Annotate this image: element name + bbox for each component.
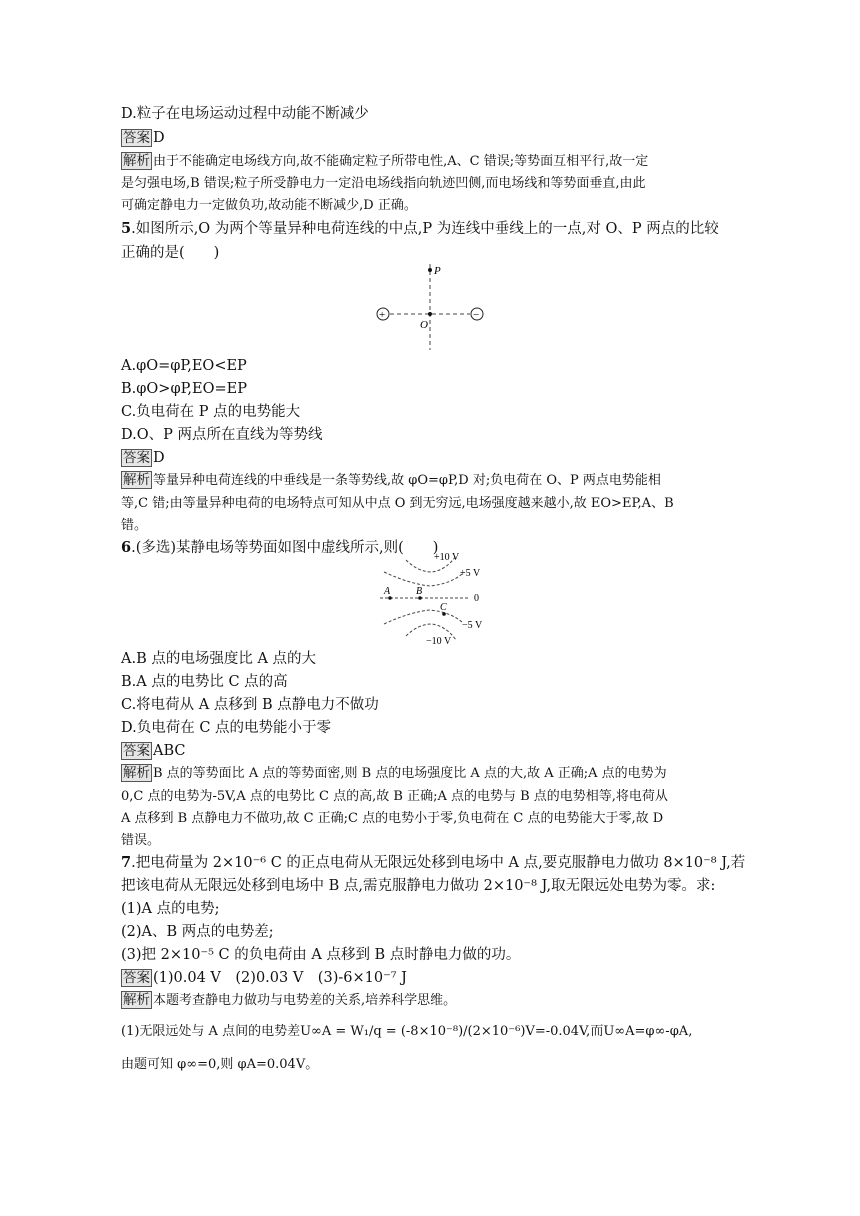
q4-answer-line	[121, 128, 165, 148]
equipotential-minus-5	[384, 610, 462, 624]
q5-analysis-text-1: 等量异种电荷连线的中垂线是一条等势线,故 φO=φP,D 对;负电荷在 O、P 两点电势能相	[153, 473, 661, 488]
q4-option-d: D.粒子在电场运动过程中动能不断减少	[121, 106, 369, 122]
q6-option-d: D.负电荷在 C 点的电势能小于零	[121, 720, 332, 736]
answer-tag: 答案	[123, 743, 150, 759]
analysis-tag: 解析	[123, 153, 150, 169]
q4-analysis-line-2: 是匀强电场,B 错误;粒子所受静电力一定沿电场线指向轨迹凹侧,而电场线和等势面垂直,由此	[121, 176, 646, 191]
analysis-tag: 解析	[123, 765, 150, 781]
analysis-tag: 解析	[123, 472, 150, 488]
q6-answer-line	[121, 741, 186, 761]
q7-formula-line-2: 由题可知 φ∞=0,则 φA=0.04V。	[121, 1057, 319, 1072]
q7-analysis-text: 本题考查静电力做功与电势差的关系,培养科学思维。	[153, 993, 457, 1008]
q6-analysis-line-3: A 点移到 B 点静电力不做功,故 C 正确;C 点的电势小于零,负电荷在 C 点的电势能大于零,故 D	[121, 811, 664, 826]
analysis-tag: 解析	[123, 992, 150, 1008]
answer-tag: 答案	[123, 970, 150, 986]
positive-charge-sign: +	[379, 309, 386, 321]
label-minus-5v: −5 V	[462, 620, 483, 631]
label-minus-10v: −10 V	[426, 636, 452, 646]
q6-analysis-text-1: B 点的等势面比 A 点的等势面密,则 B 点的电场强度比 A 点的大,故 A 正确;A 点的电势为	[153, 766, 667, 781]
q6-analysis-line-4: 错误。	[121, 833, 161, 848]
negative-charge-sign: −	[473, 309, 480, 321]
q5-charge-figure	[372, 262, 492, 352]
label-c: C	[440, 602, 447, 613]
q5-stem-line-1	[121, 219, 719, 239]
q4-answer: D	[153, 130, 165, 146]
q6-stem-text: .(多选)某静电场等势面如图中虚线所示,则( )	[131, 540, 439, 556]
label-zero: 0	[474, 593, 479, 604]
q6-option-a: A.B 点的电场强度比 A 点的大	[121, 651, 317, 667]
q7-number: 7	[121, 854, 132, 871]
label-plus-10v: +10 V	[434, 552, 460, 563]
q5-option-d: D.O、P 两点所在直线为等势线	[121, 427, 323, 443]
q5-analysis-line-2: 等,C 错;由等量异种电荷的电场特点可知从中点 O 到无穷远,电场强度越来越小,故 EO>EP,A、B	[121, 496, 674, 511]
q5-stem-text-1: .如图所示,O 为两个等量异种电荷连线的中点,P 为连线中垂线上的一点,对 O、P 两点的比较	[131, 221, 719, 237]
q7-stem-text-1: .把电荷量为 2×10⁻⁶ C 的正点电荷从无限远处移到电场中 A 点,要克服静电力做功 8×10⁻⁸ J,若	[131, 855, 746, 871]
q4-analysis-line-3: 可确定静电力一定做负功,故动能不断减少,D 正确。	[121, 198, 417, 213]
q7-analysis-line	[121, 991, 456, 1011]
q6-number: 6	[121, 539, 132, 556]
label-a: A	[384, 586, 391, 597]
q6-analysis-line-1	[121, 764, 667, 784]
q5-answer-line	[121, 448, 165, 468]
point-p	[428, 268, 432, 272]
q5-stem-line-2: 正确的是( )	[121, 245, 220, 261]
q5-number: 5	[121, 220, 132, 237]
q5-analysis-line-1	[121, 471, 661, 491]
q7-stem-line-1	[121, 853, 745, 873]
q7-stem-line-2: 把该电荷从无限远处移到电场中 B 点,需克服静电力做功 2×10⁻⁸ J,取无限远处电势为零。求:	[121, 878, 716, 894]
label-o: O	[420, 319, 428, 331]
q7-sub-2: (2)A、B 两点的电势差;	[121, 924, 274, 940]
q5-answer: D	[153, 450, 165, 466]
q5-option-c: C.负电荷在 P 点的电势能大	[121, 404, 301, 420]
q6-option-c: C.将电荷从 A 点移到 B 点静电力不做功	[121, 697, 379, 713]
q7-answer: (1)0.04 V (2)0.03 V (3)-6×10⁻⁷ J	[153, 970, 407, 986]
q6-option-b: B.A 点的电势比 C 点的高	[121, 674, 288, 690]
q4-analysis-line-1	[121, 152, 648, 172]
label-plus-5v: +5 V	[460, 568, 481, 579]
q4-analysis-text-1: 由于不能确定电场线方向,故不能确定粒子所带电性,A、C 错误;等势面互相平行,故一定	[153, 154, 649, 169]
q7-sub-3: (3)把 2×10⁻⁵ C 的负电荷由 A 点移到 B 点时静电力做的功。	[121, 947, 521, 963]
q5-analysis-line-3: 错。	[121, 518, 148, 533]
q6-analysis-line-2: 0,C 点的电势为-5V,A 点的电势比 C 点的高,故 B 正确;A 点的电势与 B 点的电势相等,将电荷从	[121, 789, 668, 804]
point-o	[428, 312, 432, 316]
q5-option-b: B.φO>φP,EO=EP	[121, 381, 247, 397]
label-b: B	[416, 586, 423, 597]
answer-tag: 答案	[123, 130, 150, 146]
q7-sub-1: (1)A 点的电势;	[121, 901, 220, 917]
q6-answer: ABC	[153, 743, 186, 759]
label-p: P	[434, 265, 441, 277]
q7-answer-line	[121, 968, 407, 988]
q6-equipotential-figure	[370, 548, 500, 646]
equipotential-plus-5	[384, 572, 462, 586]
q5-option-a: A.φO=φP,EO<EP	[121, 358, 247, 374]
answer-tag: 答案	[123, 450, 150, 466]
q7-formula-line-1: (1)无限远处与 A 点间的电势差U∞A = W₁/q = (-8×10⁻⁸)/(2×10⁻⁶)V=-0.04V,而U∞A=φ∞-φA,	[121, 1024, 693, 1039]
